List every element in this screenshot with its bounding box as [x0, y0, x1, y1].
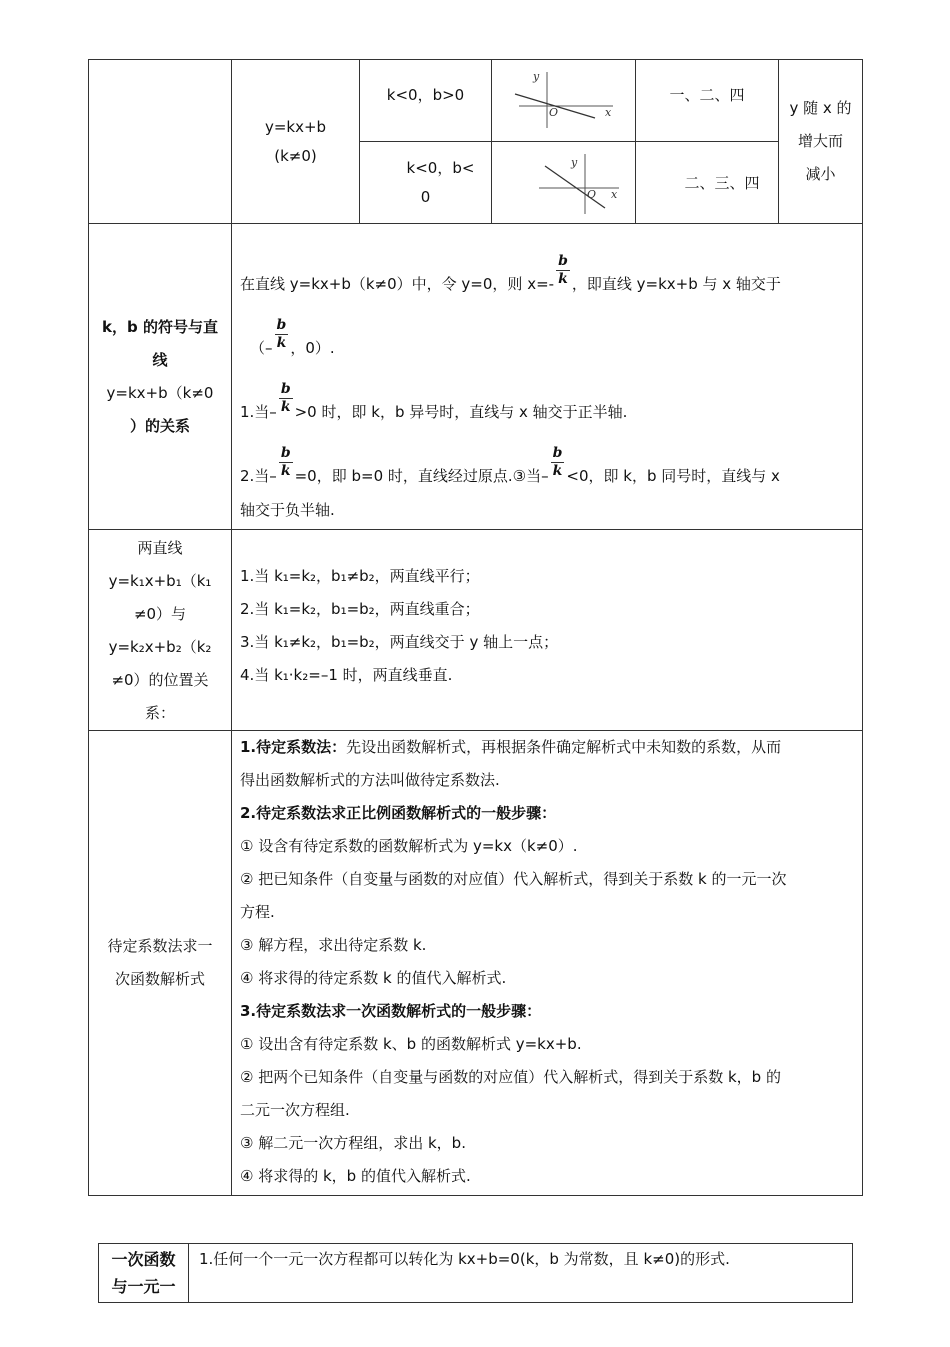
quadrants-cell-1 [636, 60, 779, 142]
condition-text: k<0，b>0 [386, 86, 465, 104]
text-line: ② 把两个已知条件（自变量与函数的对应值）代入解析式，得到关于系数 k，b 的 [240, 1068, 781, 1086]
graph-origin-label: O [586, 187, 596, 201]
label-line: ≠0）的位置关 [111, 671, 209, 689]
fraction-b-over-k: $\frac{b}{k}$ [552, 445, 563, 479]
method-content [232, 731, 863, 1196]
paragraph: （– $\frac{b}{k}$ ，0）. [250, 317, 335, 357]
graph-decreasing-negative-intercept [509, 148, 619, 218]
row-linear-k-neg-b-pos [89, 60, 863, 142]
row-undetermined-coefficients [89, 731, 863, 1196]
label-line: 两直线 [137, 539, 183, 557]
text-line: ④ 将求得的 k，b 的值代入解析式. [240, 1167, 471, 1185]
label-line: 次函数解析式 [114, 970, 205, 988]
fraction-b-over-k: $\frac{b}{k}$ [280, 445, 291, 479]
label-line: 系： [144, 704, 175, 722]
list-item: 3.当 k₁≠k₂，b₁=b₂，两直线交于 y 轴上一点； [240, 633, 559, 651]
method-label [89, 731, 232, 1196]
label-line: 一次函数 [111, 1250, 176, 1269]
formula-cell [232, 60, 360, 224]
summary-table [88, 59, 863, 1196]
section-heading: 2.待定系数法求正比例函数解析式的一般步骤： [240, 804, 557, 822]
label-line: y=kx+b（k≠0 [106, 383, 214, 402]
condition-cell-1 [360, 60, 492, 142]
row-sign-relation [89, 224, 863, 530]
paragraph: 轴交于负半轴. [240, 501, 335, 519]
text-line: 二元一次方程组. [240, 1101, 350, 1119]
label-line: y=k₁x+b₁（k₁ [108, 572, 212, 590]
equation-relation-content: 1.任何一个一元一次方程都可以转化为 kx+b=0(k，b 为常数，且 k≠0)的形式. [189, 1244, 853, 1303]
quadrants-text: 一、二、四 [669, 86, 745, 104]
paragraph: 在直线 y=kx+b（k≠0）中，令 y=0，则 x=- $\frac{b}{k}$ ，即直线 y=kx+b 与 x 轴交于 [240, 253, 781, 293]
trend-line: y 随 x 的 [789, 99, 852, 117]
graph-decreasing-positive-intercept [509, 66, 619, 136]
formula-line: y=kx+b [264, 117, 327, 136]
label-line: 待定系数法求一 [107, 937, 213, 955]
equation-relation-table [98, 1243, 853, 1303]
graph-origin-label: O [548, 105, 558, 119]
text-line: 得出函数解析式的方法叫做待定系数法. [240, 771, 500, 789]
trend-line: 减小 [805, 165, 836, 183]
paragraph: 1.当– $\frac{b}{k}$ >0 时，即 k，b 异号时，直线与 x 轴交于正半轴. [240, 381, 628, 421]
row-equation-relation [99, 1244, 853, 1303]
label-line: ）的关系 [129, 416, 190, 435]
list-item: 4.当 k₁·k₂=–1 时，两直线垂直. [240, 666, 453, 684]
condition-cell-2 [360, 142, 492, 224]
condition-text: k<0，b< [406, 158, 475, 177]
sign-relation-label [89, 224, 232, 530]
text-line: 方程. [240, 903, 275, 921]
two-lines-content [232, 530, 863, 731]
graph-y-label: y [532, 69, 539, 83]
text-line: ① 设含有待定系数的函数解析式为 y=kx（k≠0）. [240, 837, 578, 855]
equation-relation-label [99, 1244, 189, 1303]
paragraph: 2.当– $\frac{b}{k}$ =0，即 b=0 时，直线经过原点.③当– $\frac{b}{k}$ <0，即 k，b 同号时，直线与 x [240, 445, 780, 485]
label-line: 与一元一 [111, 1277, 176, 1296]
sign-relation-content [232, 224, 863, 530]
text-line: ① 设出含有待定系数 k、b 的函数解析式 y=kx+b. [240, 1035, 582, 1053]
list-item: 2.当 k₁=k₂，b₁=b₂，两直线重合； [240, 600, 480, 618]
graph-x-label: x [604, 105, 611, 119]
label-line: k，b 的符号与直 [102, 317, 218, 336]
condition-text: 0 [420, 187, 431, 206]
text-line: ③ 解方程，求出待定系数 k. [240, 936, 427, 954]
text-line: ② 把已知条件（自变量与函数的对应值）代入解析式，得到关于系数 k 的一元一次 [240, 870, 787, 888]
fraction-b-over-k: $\frac{b}{k}$ [280, 381, 291, 415]
quadrants-text: 二、三、四 [684, 174, 760, 192]
quadrants-cell-2 [636, 142, 779, 224]
graph-cell-1 [492, 60, 636, 142]
graph-x-label: x [610, 187, 617, 201]
text-line: ④ 将求得的待定系数 k 的值代入解析式. [240, 969, 507, 987]
two-lines-label [89, 530, 232, 731]
fraction-b-over-k: $\frac{b}{k}$ [276, 317, 287, 351]
text-line: 1.待定系数法：先设出函数解析式，再根据条件确定解析式中未知数的系数，从而 [240, 738, 782, 756]
formula-condition: (k≠0) [274, 146, 317, 165]
trend-line: 增大而 [797, 132, 843, 150]
section-heading: 3.待定系数法求一次函数解析式的一般步骤： [240, 1002, 542, 1020]
trend-cell [779, 60, 863, 224]
empty-label-cell [89, 60, 232, 224]
graph-cell-2 [492, 142, 636, 224]
label-line: ≠0）与 [133, 605, 187, 623]
label-line: 线 [152, 350, 168, 369]
row-two-lines [89, 530, 863, 731]
text-line: ③ 解二元一次方程组，求出 k，b. [240, 1134, 466, 1152]
fraction-b-over-k: $\frac{b}{k}$ [558, 253, 568, 287]
graph-y-label: y [570, 155, 577, 169]
list-item: 1.当 k₁=k₂，b₁≠b₂，两直线平行； [240, 567, 480, 585]
label-line: y=k₂x+b₂（k₂ [108, 638, 212, 656]
